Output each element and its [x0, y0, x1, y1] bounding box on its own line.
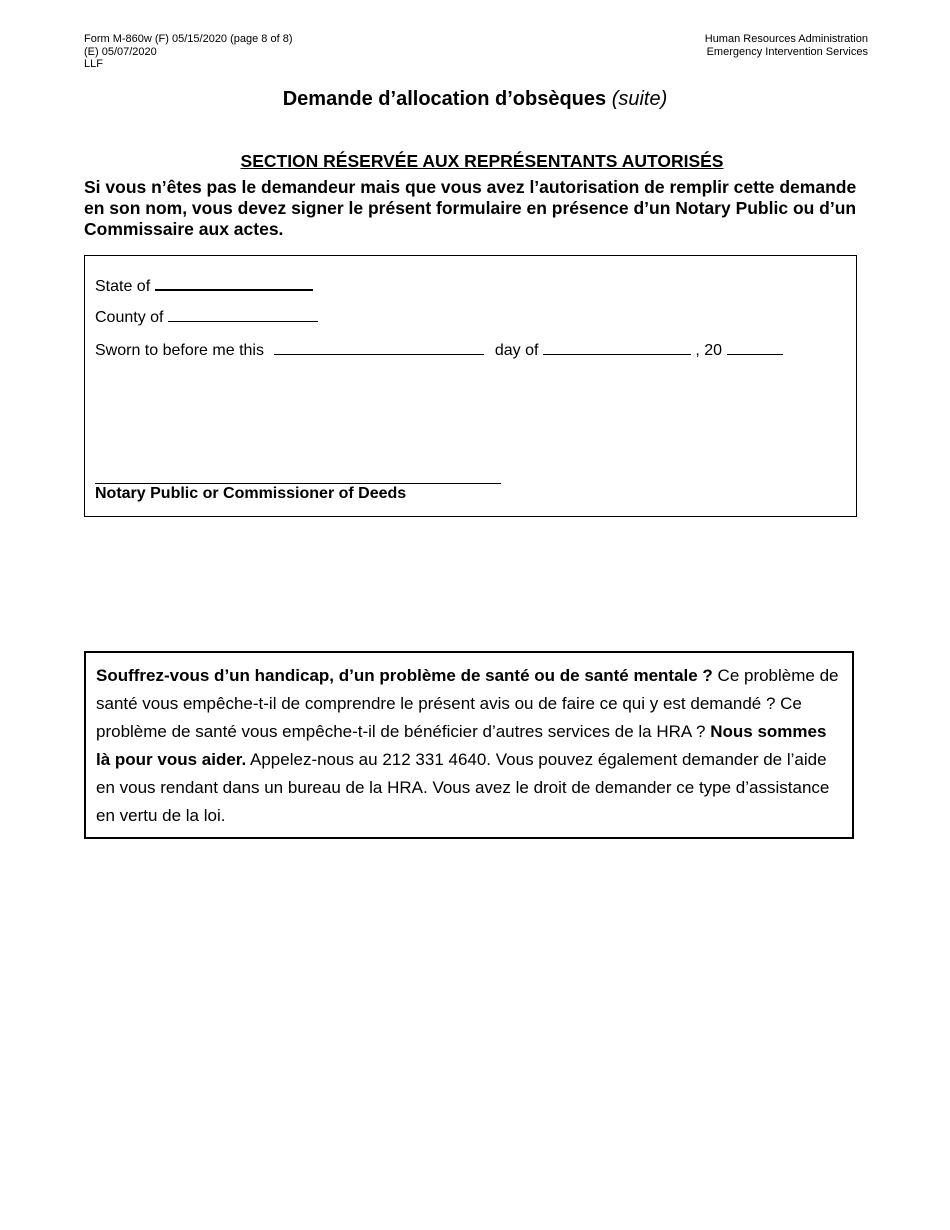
signature-line[interactable] — [95, 483, 501, 484]
county-label: County of — [95, 309, 164, 326]
sworn-day-field[interactable] — [274, 340, 484, 355]
notary-box — [84, 255, 857, 517]
agency-name: Human Resources Administration — [704, 33, 868, 45]
state-label: State of — [95, 278, 151, 295]
help-notice-box — [84, 651, 854, 839]
year-field[interactable] — [727, 340, 783, 355]
help-text-1: Ce problème de santé vous empêche-t-il de comprendre le présent avis ou de faire ce qui y est demandé ? Ce problème de santé vous empêche-t-il de bénéficier d’autres services de la HRA ? — [96, 666, 839, 741]
section-heading: SECTION RÉSERVÉE AUX REPRÉSENTANTS AUTORISÉS — [240, 151, 724, 171]
form-identifier — [84, 33, 292, 71]
agency-division: Emergency Intervention Services — [706, 45, 868, 58]
form-english-date: (E) 05/07/2020 — [84, 45, 157, 58]
year-label: , 20 — [695, 342, 723, 359]
help-offer: Nous sommes là pour vous aider. — [96, 722, 827, 769]
page-title — [0, 88, 950, 111]
form-language-code: LLF — [84, 58, 103, 70]
state-row — [95, 275, 313, 296]
signature-label: Notary Public or Commissioner of Deeds — [95, 485, 407, 502]
agency-block — [705, 33, 868, 58]
sworn-label: Sworn to before me this — [95, 342, 264, 359]
page-title-suffix: (suite) — [611, 88, 668, 110]
help-question: Souffrez-vous d’un handicap, d’un problème de santé ou de santé mentale ? — [96, 666, 713, 685]
page-title-main: Demande d’allocation d’obsèques — [282, 88, 607, 110]
state-field[interactable] — [155, 275, 313, 291]
county-field[interactable] — [168, 307, 318, 322]
form-number: Form M-860w (F) 05/15/2020 (page 8 of 8) — [84, 33, 293, 45]
county-row — [95, 307, 318, 327]
day-of-label: day of — [494, 342, 539, 359]
month-field[interactable] — [543, 340, 691, 355]
sworn-row — [95, 340, 783, 360]
help-text-2: Appelez-nous au 212 331 4640. Vous pouvez également demander de l’aide en vous rendant dans un bureau de la HRA. Vous avez le droit de demander ce type d’assistance en vertu de la loi. — [96, 750, 830, 825]
section-intro: Si vous n’êtes pas le demandeur mais que vous avez l’autorisation de remplir cette demande en son nom, vous devez signer le présent formulaire en présence d’un Notary Public ou d’un Commissaire aux actes. — [84, 177, 857, 239]
